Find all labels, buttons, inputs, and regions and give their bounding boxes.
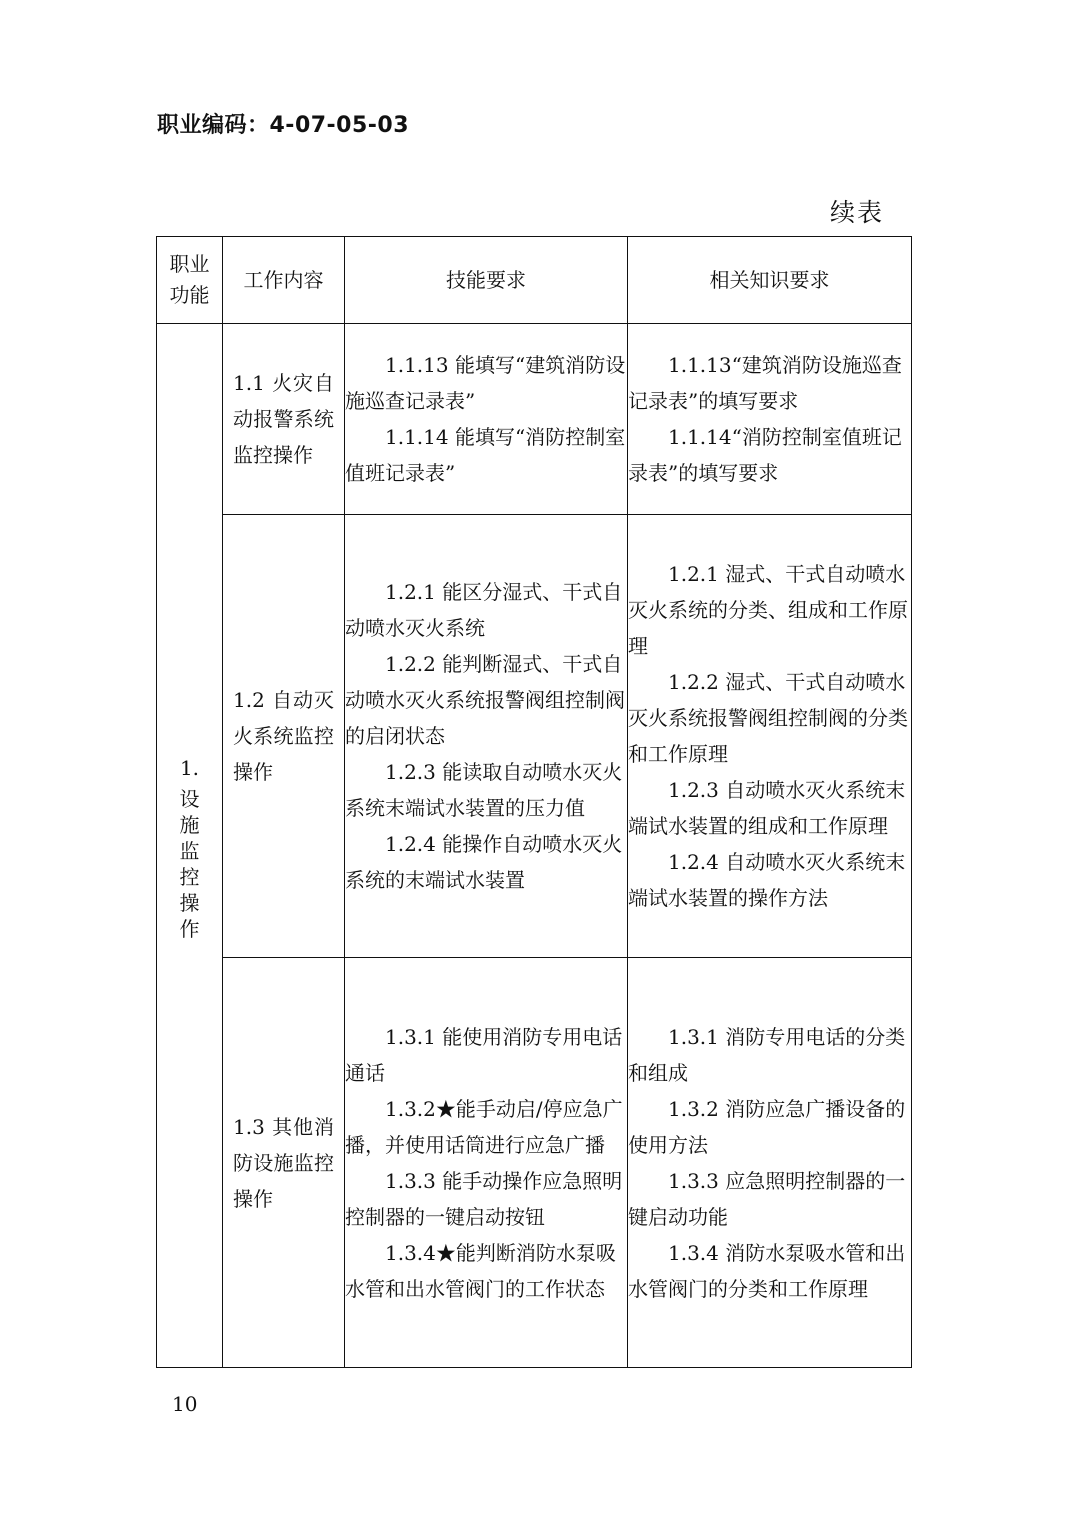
knowledge-item: 1.3.1 消防专用电话的分类和组成: [628, 1024, 906, 1085]
skills-cell: [345, 958, 628, 1368]
work-content-cell: 1.3 其他消防设施监控操作: [223, 958, 345, 1368]
knowledge-item: 1.1.14“消防控制室值班记录表”的填写要求: [628, 425, 902, 485]
skills-cell: [345, 515, 628, 958]
header-knowledge-requirements: 相关知识要求: [628, 237, 912, 324]
skill-item: 1.2.4 能操作自动喷水灭火系统的末端试水装置: [345, 832, 623, 892]
skill-item: 1.3.3 能手动操作应急照明控制器的一键启动按钮: [345, 1168, 623, 1229]
table-row: [157, 958, 912, 1368]
knowledge-item: 1.2.1 湿式、干式自动喷水灭火系统的分类、组成和工作原理: [628, 562, 908, 658]
knowledge-cell: [628, 958, 912, 1368]
standards-table: [156, 236, 912, 1368]
skill-item: 1.2.3 能读取自动喷水灭火系统末端试水装置的压力值: [345, 760, 623, 820]
knowledge-item: 1.3.2 消防应急广播设备的使用方法: [628, 1096, 906, 1157]
knowledge-cell: [628, 324, 912, 515]
knowledge-item: 1.3.3 应急照明控制器的一键启动功能: [628, 1168, 906, 1229]
continued-label: 续表: [830, 198, 885, 227]
table-row: [157, 515, 912, 958]
occupation-code: 职业编码：4-07-05-03: [157, 113, 410, 138]
work-content-cell: 1.2 自动灭火系统监控操作: [223, 515, 345, 958]
skill-item: 1.2.1 能区分湿式、干式自动喷水灭火系统: [345, 580, 623, 640]
page-number: 10: [172, 1392, 198, 1416]
header-skill-requirements: 技能要求: [345, 237, 628, 324]
work-content-cell: 1.1 火灾自动报警系统监控操作: [223, 324, 345, 515]
knowledge-cell: [628, 515, 912, 958]
knowledge-item: 1.1.13“建筑消防设施巡查记录表”的填写要求: [628, 353, 902, 413]
header-work-content: 工作内容: [223, 237, 345, 324]
function-cell: [157, 324, 223, 1368]
skill-item: 1.3.4★能判断消防水泵吸水管和出水管阀门的工作状态: [345, 1240, 616, 1301]
function-number: 1.: [179, 755, 200, 780]
table-row: [157, 324, 912, 515]
skill-item: 1.1.14 能填写“消防控制室值班记录表”: [345, 425, 626, 485]
skill-item: 1.2.2 能判断湿式、干式自动喷水灭火系统报警阀组控制阀的启闭状态: [345, 652, 625, 748]
table-header-row: [157, 237, 912, 324]
skill-item: 1.3.2★能手动启/停应急广播，并使用话筒进行应急广播: [345, 1096, 623, 1157]
function-name: 设施监控操作: [179, 786, 200, 941]
header-function: 职业功能: [157, 237, 223, 324]
knowledge-item: 1.3.4 消防水泵吸水管和出水管阀门的分类和工作原理: [628, 1240, 906, 1301]
knowledge-item: 1.2.4 自动喷水灭火系统末端试水装置的操作方法: [628, 850, 906, 910]
knowledge-item: 1.2.3 自动喷水灭火系统末端试水装置的组成和工作原理: [628, 778, 906, 838]
skill-item: 1.1.13 能填写“建筑消防设施巡查记录表”: [345, 353, 626, 413]
skills-cell: [345, 324, 628, 515]
skill-item: 1.3.1 能使用消防专用电话通话: [345, 1024, 623, 1085]
knowledge-item: 1.2.2 湿式、干式自动喷水灭火系统报警阀组控制阀的分类和工作原理: [628, 670, 908, 766]
